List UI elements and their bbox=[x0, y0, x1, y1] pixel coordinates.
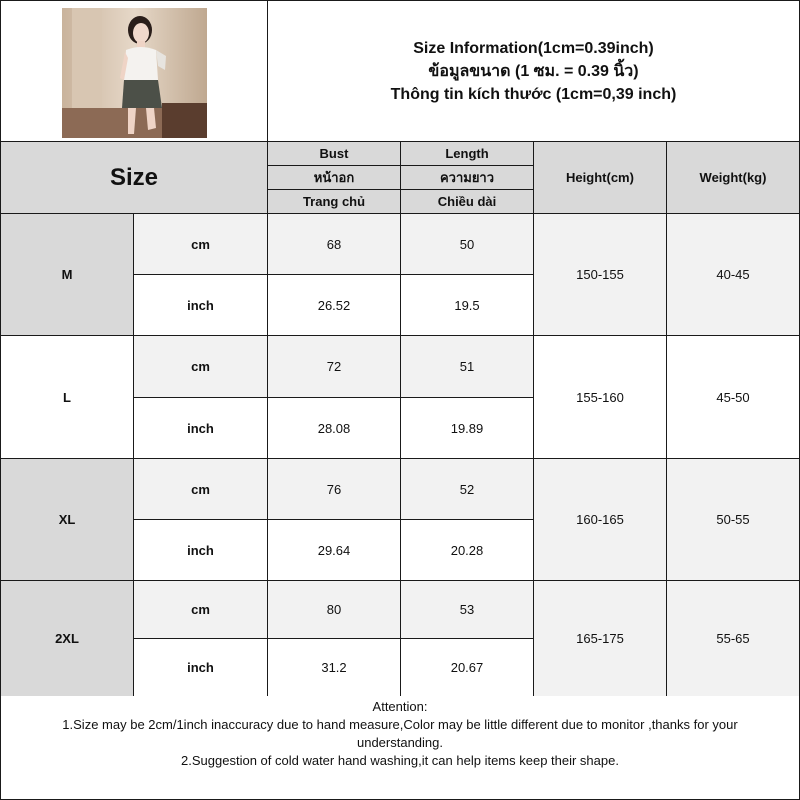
length-cm-2xl: 53 bbox=[400, 580, 534, 639]
unit-cm-l: cm bbox=[133, 335, 268, 398]
title-english: Size Information(1cm=0.39inch) bbox=[413, 39, 654, 57]
weight-header: Weight(kg) bbox=[666, 141, 800, 214]
notes-line-1-continued: understanding. bbox=[356, 735, 443, 750]
bust-header-vi: Trang chủ bbox=[267, 189, 401, 214]
bust-inch-l: 28.08 bbox=[267, 397, 401, 459]
size-label-l: L bbox=[0, 335, 134, 459]
length-inch-xl: 20.28 bbox=[400, 519, 534, 581]
weight-m: 40-45 bbox=[666, 213, 800, 336]
title-vietnamese: Thông tin kích thước (1cm=0,39 inch) bbox=[390, 85, 677, 103]
height-2xl: 165-175 bbox=[533, 580, 667, 697]
weight-2xl: 55-65 bbox=[666, 580, 800, 697]
size-info-title bbox=[267, 0, 800, 142]
bust-cm-m: 68 bbox=[267, 213, 401, 275]
height-xl: 160-165 bbox=[533, 458, 667, 581]
length-inch-l: 19.89 bbox=[400, 397, 534, 459]
length-header-en: Length bbox=[400, 141, 534, 166]
notes-line-2: 2.Suggestion of cold water hand washing,it can help items keep their shape. bbox=[181, 753, 619, 768]
bust-inch-2xl: 31.2 bbox=[267, 638, 401, 697]
size-label-xl: XL bbox=[0, 458, 134, 581]
bust-inch-m: 26.52 bbox=[267, 274, 401, 336]
unit-inch-2xl: inch bbox=[133, 638, 268, 697]
size-label-m: M bbox=[0, 213, 134, 336]
attention-notes bbox=[0, 696, 800, 800]
title-thai: ข้อมูลขนาด (1 ซม. = 0.39 นิ้ว) bbox=[428, 62, 639, 80]
height-m: 150-155 bbox=[533, 213, 667, 336]
length-cm-l: 51 bbox=[400, 335, 534, 398]
bust-inch-xl: 29.64 bbox=[267, 519, 401, 581]
bust-header-en: Bust bbox=[267, 141, 401, 166]
unit-cm-xl: cm bbox=[133, 458, 268, 520]
bust-cm-l: 72 bbox=[267, 335, 401, 398]
size-label-2xl: 2XL bbox=[0, 580, 134, 697]
unit-inch-l: inch bbox=[133, 397, 268, 459]
length-header-vi: Chiều dài bbox=[400, 189, 534, 214]
bust-cm-2xl: 80 bbox=[267, 580, 401, 639]
length-inch-m: 19.5 bbox=[400, 274, 534, 336]
height-l: 155-160 bbox=[533, 335, 667, 459]
height-header: Height(cm) bbox=[533, 141, 667, 214]
length-cm-xl: 52 bbox=[400, 458, 534, 520]
bust-cm-xl: 76 bbox=[267, 458, 401, 520]
notes-line-1: 1.Size may be 2cm/1inch inaccuracy due to hand measure,Color may be little different due to monitor ,thanks for your bbox=[62, 717, 738, 732]
unit-cm-m: cm bbox=[133, 213, 268, 275]
length-header-th: ความยาว bbox=[400, 165, 534, 190]
unit-inch-xl: inch bbox=[133, 519, 268, 581]
unit-cm-2xl: cm bbox=[133, 580, 268, 639]
unit-inch-m: inch bbox=[133, 274, 268, 336]
length-inch-2xl: 20.67 bbox=[400, 638, 534, 697]
size-header: Size bbox=[0, 141, 268, 214]
model-photo-icon bbox=[62, 8, 207, 138]
notes-heading: Attention: bbox=[372, 699, 428, 714]
weight-xl: 50-55 bbox=[666, 458, 800, 581]
weight-l: 45-50 bbox=[666, 335, 800, 459]
bust-header-th: หน้าอก bbox=[267, 165, 401, 190]
length-cm-m: 50 bbox=[400, 213, 534, 275]
